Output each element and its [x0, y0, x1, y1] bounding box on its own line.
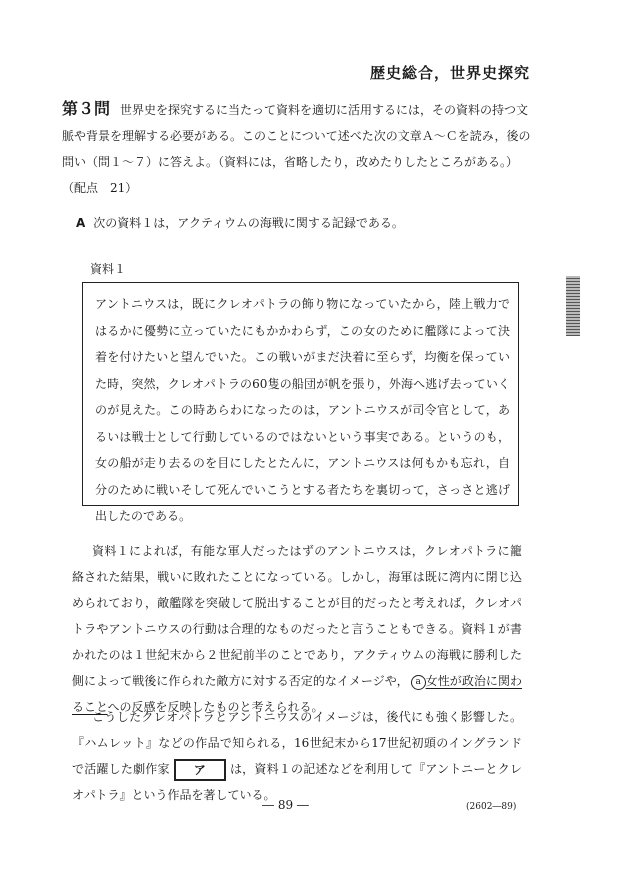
paragraph-2-after: は，資料１の記述などを利用して『アントニーとクレオパトラ』という作品を著している。: [72, 762, 522, 802]
source-1-text: アントニウスは，既にクレオパトラの飾り物になっていたから，陸上戦力ではるかに優勢に立っていたにもかかわらず，この女のために艦隊によって決着を付けたいと望んでいた。この戦いがまだ決着に至らず，均衡を保っていた時，突然，クレオパトラの60隻の船団が帆を張り，外海へ逃げ去っていくのが見えた。この時あらわになったのは，アントニウスが司令官として，あるいは戦士として行動しているのではないという事実である。というのも，女の船が走り去るのを目にしたとたんに，アントニウスは何もかも忘れ，自分のために戦いそして死んでいこうとする者たちを裏切って，さっさと逃げ出したのである。: [95, 297, 510, 523]
subject-header: 歴史総合，世界史探究: [369, 64, 530, 82]
part-a-heading: [76, 214, 404, 231]
source-1-label: 資料１: [90, 262, 127, 276]
part-a-text: 次の資料１は，アクティウムの海戦に関する記録である。: [93, 216, 404, 230]
paragraph-2: [72, 704, 522, 808]
paragraph-1: [72, 538, 522, 720]
source-1-box: [82, 282, 519, 523]
paragraph-2-before: こうしたクレオパトラとアントニウスのイメージは，後代にも強く影響した。『ハムレット』などの作品で知られる，16世紀末から17世紀初頭のイングランドで活躍した劇作家: [72, 710, 522, 776]
underlined-phrase-a: 女性が政治に関わること: [72, 674, 522, 714]
paragraph-1-text: 資料１によれば，有能な軍人だったはずのアントニウスは，クレオパトラに籠絡された結果，戦いに敗れたことになっている。しかし，海軍は既に湾内に閉じ込められており，敵艦隊を突破して脱出することが目的だったと考えれば，クレオパトラやアントニウスの行動は合理的なものだったと言うこともできる。資料１が書かれたのは１世紀末から２世紀前半のことであり，アクティウムの海戦に勝利した側によって戦後に作られた敵方に対する否定的なイメージや，: [72, 544, 522, 688]
question-intro: [62, 96, 532, 201]
paragraph-1-tail: への反感を反映したものと考えられる。: [107, 700, 324, 714]
side-index-mark: [566, 276, 580, 336]
question-number: 第３問: [62, 99, 111, 118]
part-a-label: A: [76, 216, 86, 230]
page-number: ― 89 ―: [262, 798, 309, 812]
blank-box-a: ア: [174, 759, 226, 781]
page-code: (2602―89): [466, 802, 517, 812]
question-intro-text: 世界史を探究するに当たって資料を適切に活用するには，その資料の持つ文脈や背景を理解する必要がある。このことについて述べた次の文章Ａ～Ｃを読み，後の問い（問１～７）に答えよ。（資料には，省略したり，改めたりしたところがある。）（配点 21）: [62, 103, 531, 195]
underline-marker-a: a: [411, 675, 426, 690]
